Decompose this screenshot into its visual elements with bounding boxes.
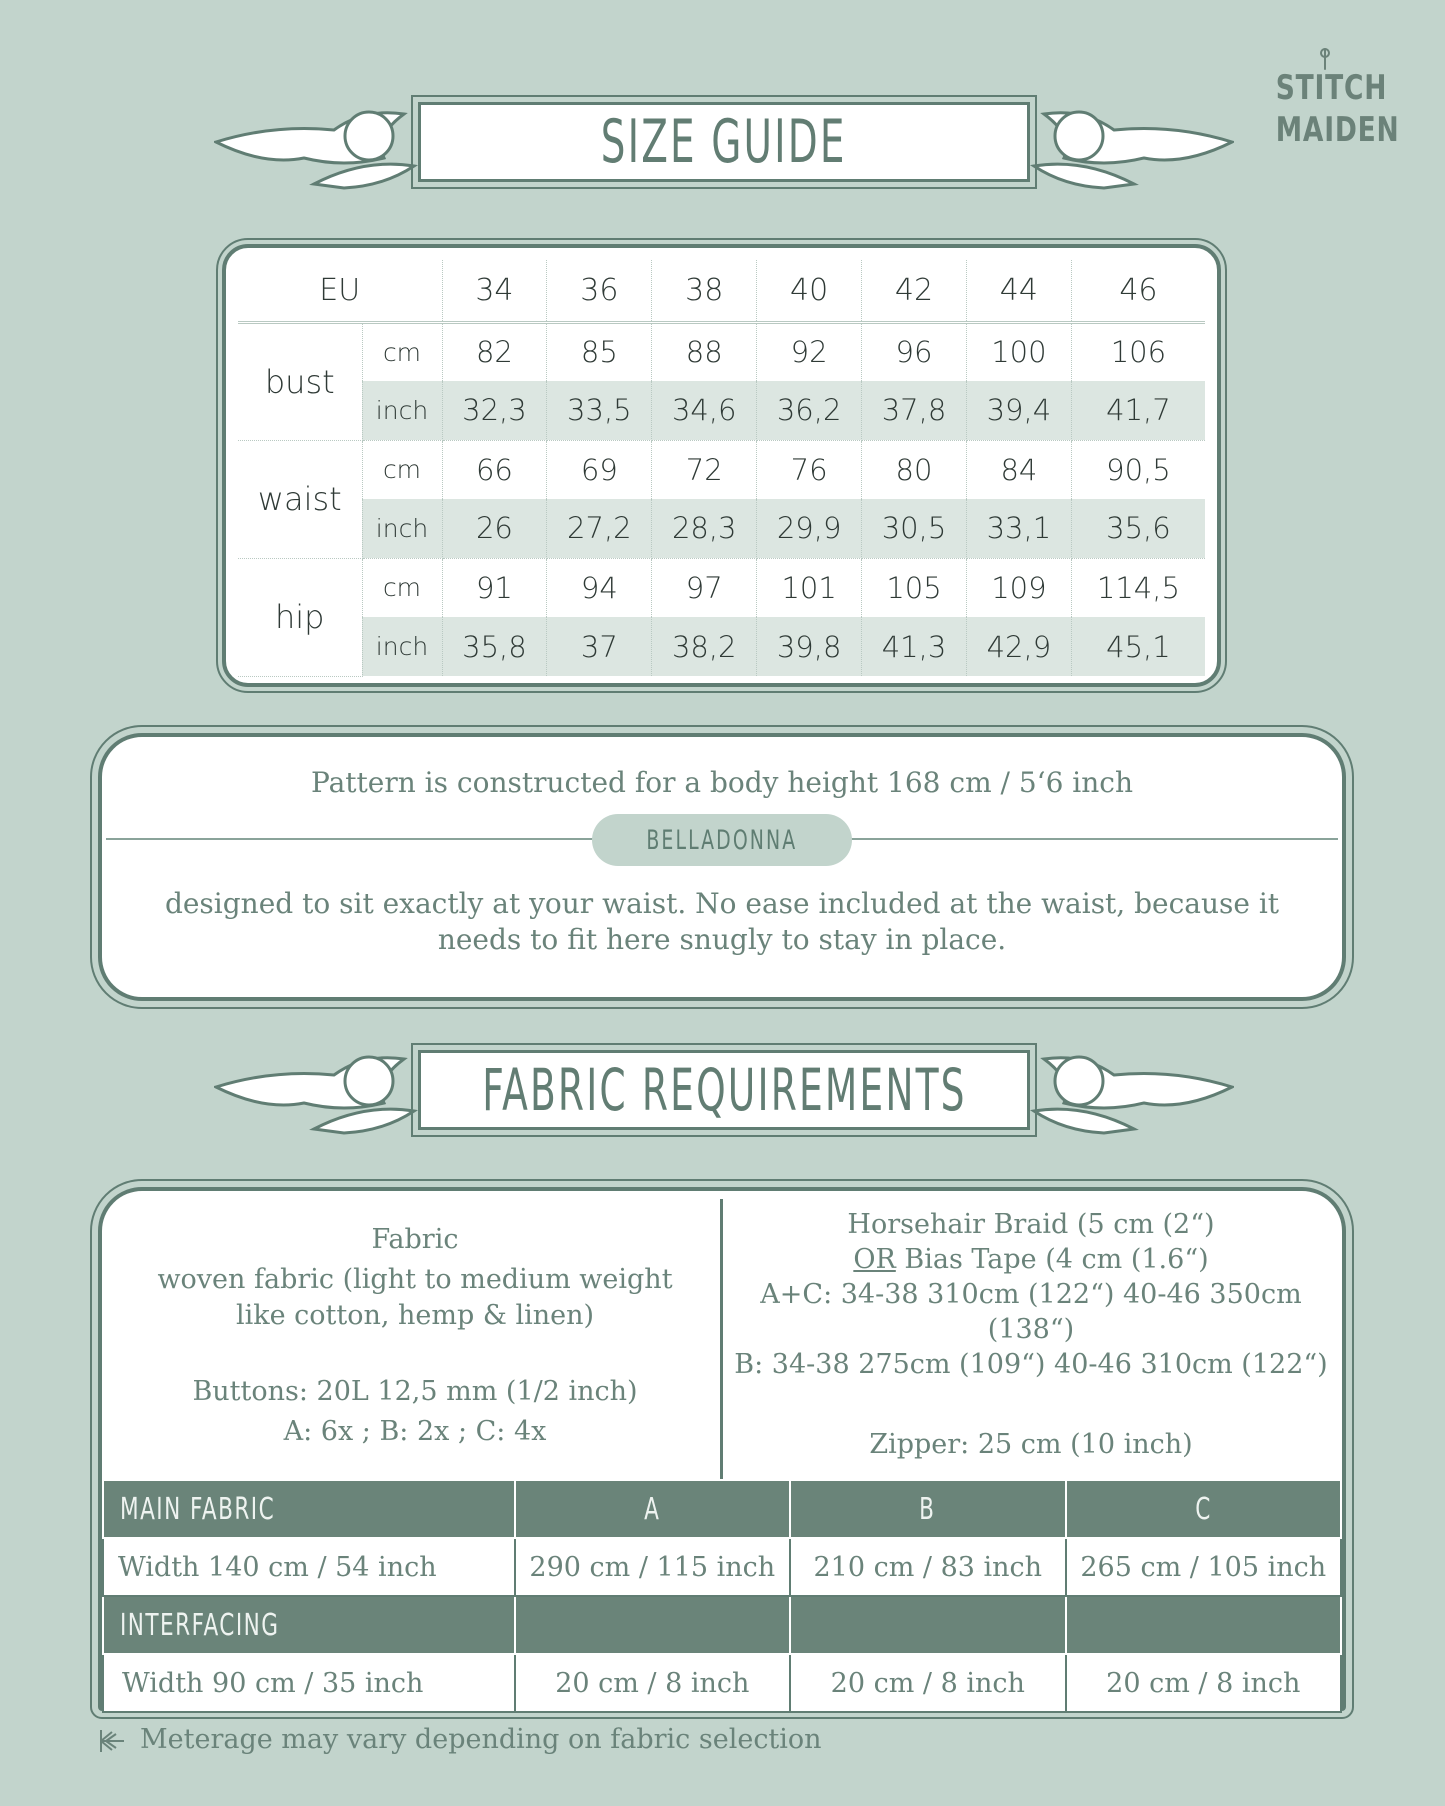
size-cell: 76 [757,440,862,499]
size-header-eu: EU [238,260,442,322]
hip-inch-row [238,617,1205,676]
size-header-cell: 42 [862,260,967,322]
pattern-name-badge: BELLADONNA [592,814,852,866]
interfacing-b: 20 cm / 8 inch [790,1654,1065,1712]
fabric-table [102,1479,1342,1713]
size-cell: 34,6 [652,381,757,440]
unit-label: cm [362,440,442,499]
group-label-bust: bust [238,322,362,440]
main-fabric-a: 290 cm / 115 inch [515,1538,790,1596]
unit-label: cm [362,558,442,617]
size-header-cell: 44 [966,260,1071,322]
main-fabric-label: MAIN FABRIC [103,1480,515,1538]
size-header-cell: 36 [547,260,652,322]
hip-cm-row [238,558,1205,617]
interfacing-header-row [103,1596,1341,1654]
size-table [238,260,1205,677]
bias-tape-spec: Bias Tape (4 cm (1.6“) [895,1244,1209,1275]
size-cell: 28,3 [652,499,757,558]
empty-cell [790,1596,1065,1654]
waist-cm-row [238,440,1205,499]
size-cell: 105 [862,558,967,617]
fabric-type: woven fabric (light to medium weight [157,1264,673,1295]
ac-length: A+C: 34-38 310cm (122“) 40-46 350cm [760,1279,1302,1310]
main-fabric-header-row [103,1480,1341,1538]
size-cell: 94 [547,558,652,617]
empty-cell [1066,1596,1341,1654]
brand-line-2: MAIDEN [1275,110,1400,150]
size-cell: 66 [442,440,547,499]
size-table-panel [222,244,1221,687]
size-cell: 41,7 [1071,381,1205,440]
b-length: B: 34-38 275cm (109“) 40-46 310cm (122“) [734,1349,1328,1380]
fabric-details [110,1222,720,1450]
size-cell: 100 [966,322,1071,381]
size-cell: 27,2 [547,499,652,558]
bust-inch-row [238,381,1205,440]
size-cell: 39,8 [757,617,862,676]
interfacing-label: INTERFACING [103,1596,515,1654]
group-label-waist: waist [238,440,362,558]
size-cell: 101 [757,558,862,617]
size-cell: 45,1 [1071,617,1205,676]
size-cell: 85 [547,322,652,381]
size-cell: 26 [442,499,547,558]
col-c-label: C [1066,1480,1341,1538]
size-cell: 38,2 [652,617,757,676]
size-header-cell: 38 [652,260,757,322]
size-cell: 29,9 [757,499,862,558]
col-b-label: B [790,1480,1065,1538]
size-cell: 35,8 [442,617,547,676]
needle-icon [98,1727,126,1755]
size-header-cell: 46 [1071,260,1205,322]
pattern-description: designed to sit exactly at your waist. No ease included at the waist, because it needs to fit here snugly to stay in place. [164,887,1280,956]
size-cell: 42,9 [966,617,1071,676]
size-cell: 88 [652,322,757,381]
fabric-requirements-title: FABRIC REQUIREMENTS [418,1050,1030,1130]
size-cell: 91 [442,558,547,617]
meterage-footnote: Meterage may vary depending on fabric selection [140,1724,822,1755]
size-cell: 96 [862,322,967,381]
unit-label: inch [362,499,442,558]
interfacing-width: Width 90 cm / 35 inch [103,1654,515,1712]
buttons-quantity: A: 6x ; B: 2x ; C: 4x [283,1416,547,1447]
main-fabric-width: Width 140 cm / 54 inch [103,1538,515,1596]
size-cell: 80 [862,440,967,499]
ac-length-cont: (138“) [987,1314,1075,1345]
unit-label: cm [362,322,442,381]
waist-inch-row [238,499,1205,558]
size-header-row [238,260,1205,322]
main-fabric-row [103,1538,1341,1596]
size-guide-title: SIZE GUIDE [418,102,1030,182]
interfacing-c: 20 cm / 8 inch [1066,1654,1341,1712]
body-height-note: Pattern is constructed for a body height 168 cm / 5‘6 inch [311,766,1133,799]
size-cell: 33,1 [966,499,1071,558]
size-cell: 92 [757,322,862,381]
size-cell: 69 [547,440,652,499]
size-cell: 82 [442,322,547,381]
size-cell: 33,5 [547,381,652,440]
size-cell: 84 [966,440,1071,499]
main-fabric-b: 210 cm / 83 inch [790,1538,1065,1596]
main-fabric-c: 265 cm / 105 inch [1066,1538,1341,1596]
zipper-spec: Zipper: 25 cm (10 inch) [869,1429,1193,1460]
size-cell: 36,2 [757,381,862,440]
divider [720,1199,723,1479]
brand-line-1: STITCH [1275,68,1388,108]
size-cell: 90,5 [1106,452,1171,487]
size-cell: 109 [966,558,1071,617]
empty-cell [515,1596,790,1654]
fabric-heading: Fabric [371,1224,459,1255]
col-a-label: A [515,1480,790,1538]
braid-spec: Horsehair Braid (5 cm (2“) [847,1209,1215,1240]
interfacing-row [103,1654,1341,1712]
buttons-spec: Buttons: 20L 12,5 mm (1/2 inch) [192,1376,638,1407]
brand-logo [1262,48,1400,158]
size-cell: 39,4 [966,381,1071,440]
fabric-type-cont: like cotton, hemp & linen) [235,1300,595,1331]
size-cell: 32,3 [442,381,547,440]
bias-tape-line [726,1242,1336,1277]
or-label: OR [853,1244,896,1275]
interfacing-a: 20 cm / 8 inch [515,1654,790,1712]
size-cell: 30,5 [862,499,967,558]
size-cell: 41,3 [862,617,967,676]
notions-details [726,1207,1336,1462]
size-header-cell: 34 [442,260,547,322]
size-cell: 35,6 [1071,499,1205,558]
unit-label: inch [362,617,442,676]
size-cell: 37,8 [862,381,967,440]
size-cell: 106 [1110,335,1167,370]
size-cell: 37 [547,617,652,676]
size-cell: 72 [652,440,757,499]
size-header-cell: 40 [757,260,862,322]
unit-label: inch [362,381,442,440]
size-cell: 114,5 [1096,570,1180,605]
size-cell: 97 [652,558,757,617]
group-label-hip: hip [238,558,362,676]
bust-cm-row [238,322,1205,381]
needle-shaft [1324,48,1326,70]
